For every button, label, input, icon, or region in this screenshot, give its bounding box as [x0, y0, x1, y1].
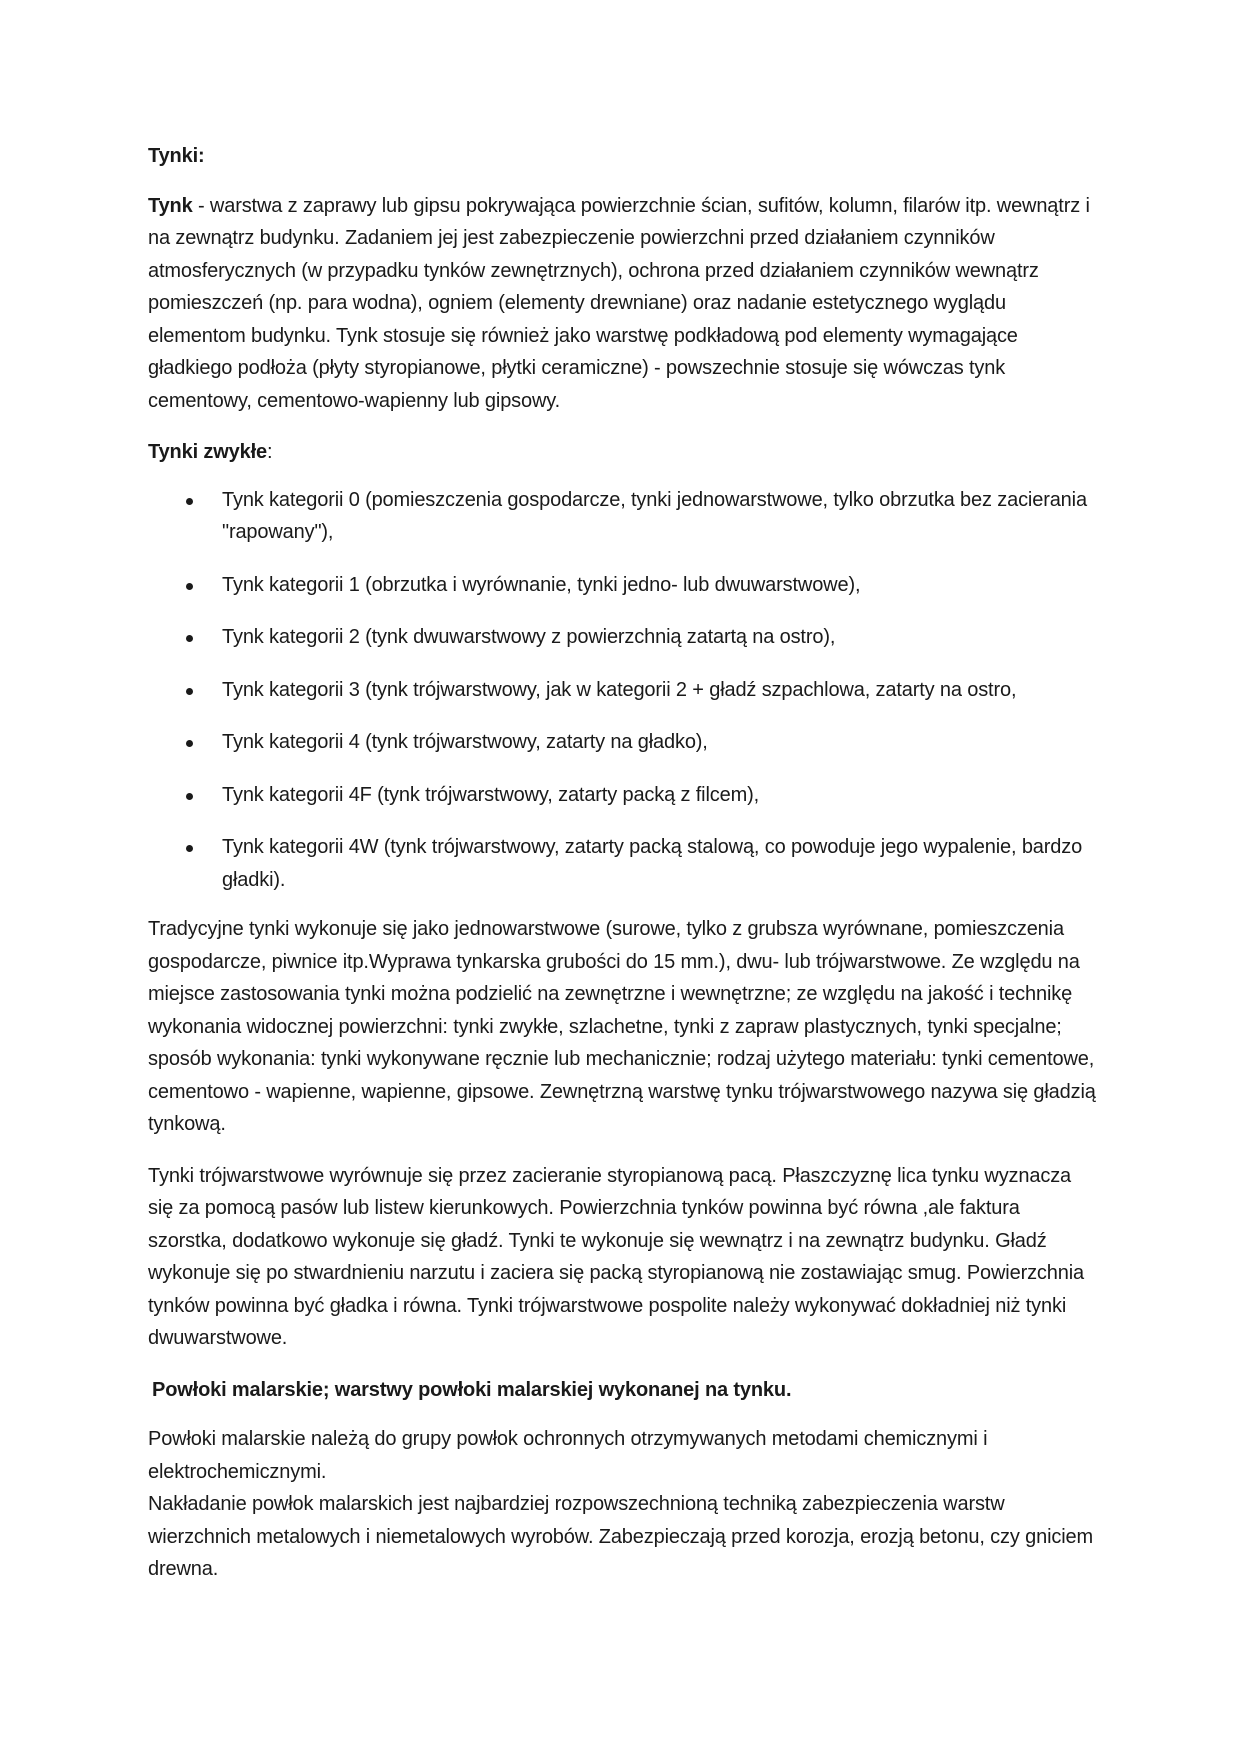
- body-paragraph-coatings-2: Nakładanie powłok malarskich jest najbardziej rozpowszechnioną techniką zabezpieczenia warstw wierzchnich metalowych i niemetalowych wyrobów. Zabezpieczają przed korozja, erozją betonu, czy gniciem drewna.: [148, 1493, 1093, 1580]
- body-paragraph-coatings-1: Powłoki malarskie należą do grupy powłok ochronnych otrzymywanych metodami chemicznymi i elektrochemicznymi.: [148, 1428, 988, 1483]
- section-heading-text: Tynki zwykłe: [148, 441, 267, 463]
- list-item: [148, 674, 1096, 707]
- bullet-icon: [186, 688, 193, 695]
- list-item: [148, 569, 1096, 602]
- list-item: [148, 779, 1096, 812]
- list-item-text: Tynk kategorii 0 (pomieszczenia gospodarcze, tynki jednowarstwowe, tylko obrzutka bez zacierania "rapowany"),: [222, 488, 1087, 543]
- body-paragraph-traditional: Tradycyjne tynki wykonuje się jako jednowarstwowe (surowe, tylko z grubsza wyrównane, pomieszczenia gospodarcze, piwnice itp.Wyprawa tynkarska grubości do 15 mm.), dwu- lub trójwarstwowe. Ze względu na miejsce zastosowania tynki można podzielić na zewnętrzne i wewnętrzne; ze względu na jakość i technikę wykonania widocznej powierzchni: tynki zwykłe, szlachetne, tynki z zapraw plastycznych, tynki specjalne; sposób wykonania: tynki wykonywane ręcznie lub mechanicznie; rodzaj użytego materiału: tynki cementowe, cementowo - wapienne, wapienne, gipsowe. Zewnętrzną warstwę tynku trójwarstwowego nazywa się gładzią tynkową.: [148, 918, 1096, 1135]
- list-item-text: Tynk kategorii 1 (obrzutka i wyrównanie, tynki jedno- lub dwuwarstwowe),: [222, 573, 861, 596]
- list-item: [148, 484, 1096, 549]
- list-item-text: Tynk kategorii 3 (tynk trójwarstwowy, jak w kategorii 2 + gładź szpachlowa, zatarty na ostro,: [222, 678, 1017, 701]
- bullet-icon: [186, 583, 193, 590]
- bullet-icon: [186, 793, 193, 800]
- intro-text: - warstwa z zaprawy lub gipsu pokrywająca powierzchnie ścian, sufitów, kolumn, filarów itp. wewnątrz i na zewnątrz budynku. Zadaniem jej jest zabezpieczenie powierzchni przed działaniem czynników atmosferycznych (w przypadku tynków zewnętrznych), ochrona przed działaniem czynników wewnątrz pomieszczeń (np. para wodna), ogniem (elementy drewniane) oraz nadanie estetycznego wyglądu elementom budynku. Tynk stosuje się również jako warstwę podkładową pod elementy wymagające gładkiego podłoża (płyty styropianowe, płytki ceramiczne) - powszechnie stosuje się wówczas tynk cementowy, cementowo-wapienny lub gipsowy.: [148, 194, 1090, 412]
- bullet-icon: [186, 845, 193, 852]
- intro-term: Tynk: [148, 194, 193, 217]
- plaster-category-list: [148, 484, 1096, 897]
- document-title: Tynki:: [148, 145, 205, 167]
- list-item: [148, 621, 1096, 654]
- section-heading-powloki: Powłoki malarskie; warstwy powłoki malarskiej wykonanej na tynku.: [152, 1378, 792, 1401]
- bullet-icon: [186, 498, 193, 505]
- list-item-text: Tynk kategorii 4 (tynk trójwarstwowy, zatarty na gładko),: [222, 731, 708, 753]
- intro-paragraph: [148, 190, 1096, 418]
- list-item: [148, 831, 1096, 896]
- list-item: [148, 726, 1096, 759]
- list-item-text: Tynk kategorii 4W (tynk trójwarstwowy, zatarty packą stalową, co powoduje jego wypalenie, bardzo gładki).: [222, 836, 1083, 891]
- section-heading-colon: :: [267, 441, 273, 463]
- section-heading-tynki-zwykle: [148, 436, 1096, 469]
- list-item-text: Tynk kategorii 4F (tynk trójwarstwowy, zatarty packą z filcem),: [222, 783, 759, 806]
- body-paragraph-three-layer: Tynki trójwarstwowe wyrównuje się przez zacieranie styropianową pacą. Płaszczyznę lica tynku wyznacza się za pomocą pasów lub listew kierunkowych. Powierzchnia tynków powinna być równa ,ale faktura szorstka, dodatkowo wykonuje się gładź. Tynki te wykonuje się wewnątrz i na zewnątrz budynku. Gładź wykonuje się po stwardnieniu narzutu i zaciera się packą styropianową nie zostawiając smug. Powierzchnia tynków powinna być gładka i równa. Tynki trójwarstwowe pospolite należy wykonywać dokładniej niż tynki dwuwarstwowe.: [148, 1164, 1084, 1349]
- list-item-text: Tynk kategorii 2 (tynk dwuwarstwowy z powierzchnią zatartą na ostro),: [222, 626, 836, 648]
- document-page: [148, 140, 1096, 1586]
- bullet-icon: [186, 635, 193, 642]
- bullet-icon: [186, 740, 193, 747]
